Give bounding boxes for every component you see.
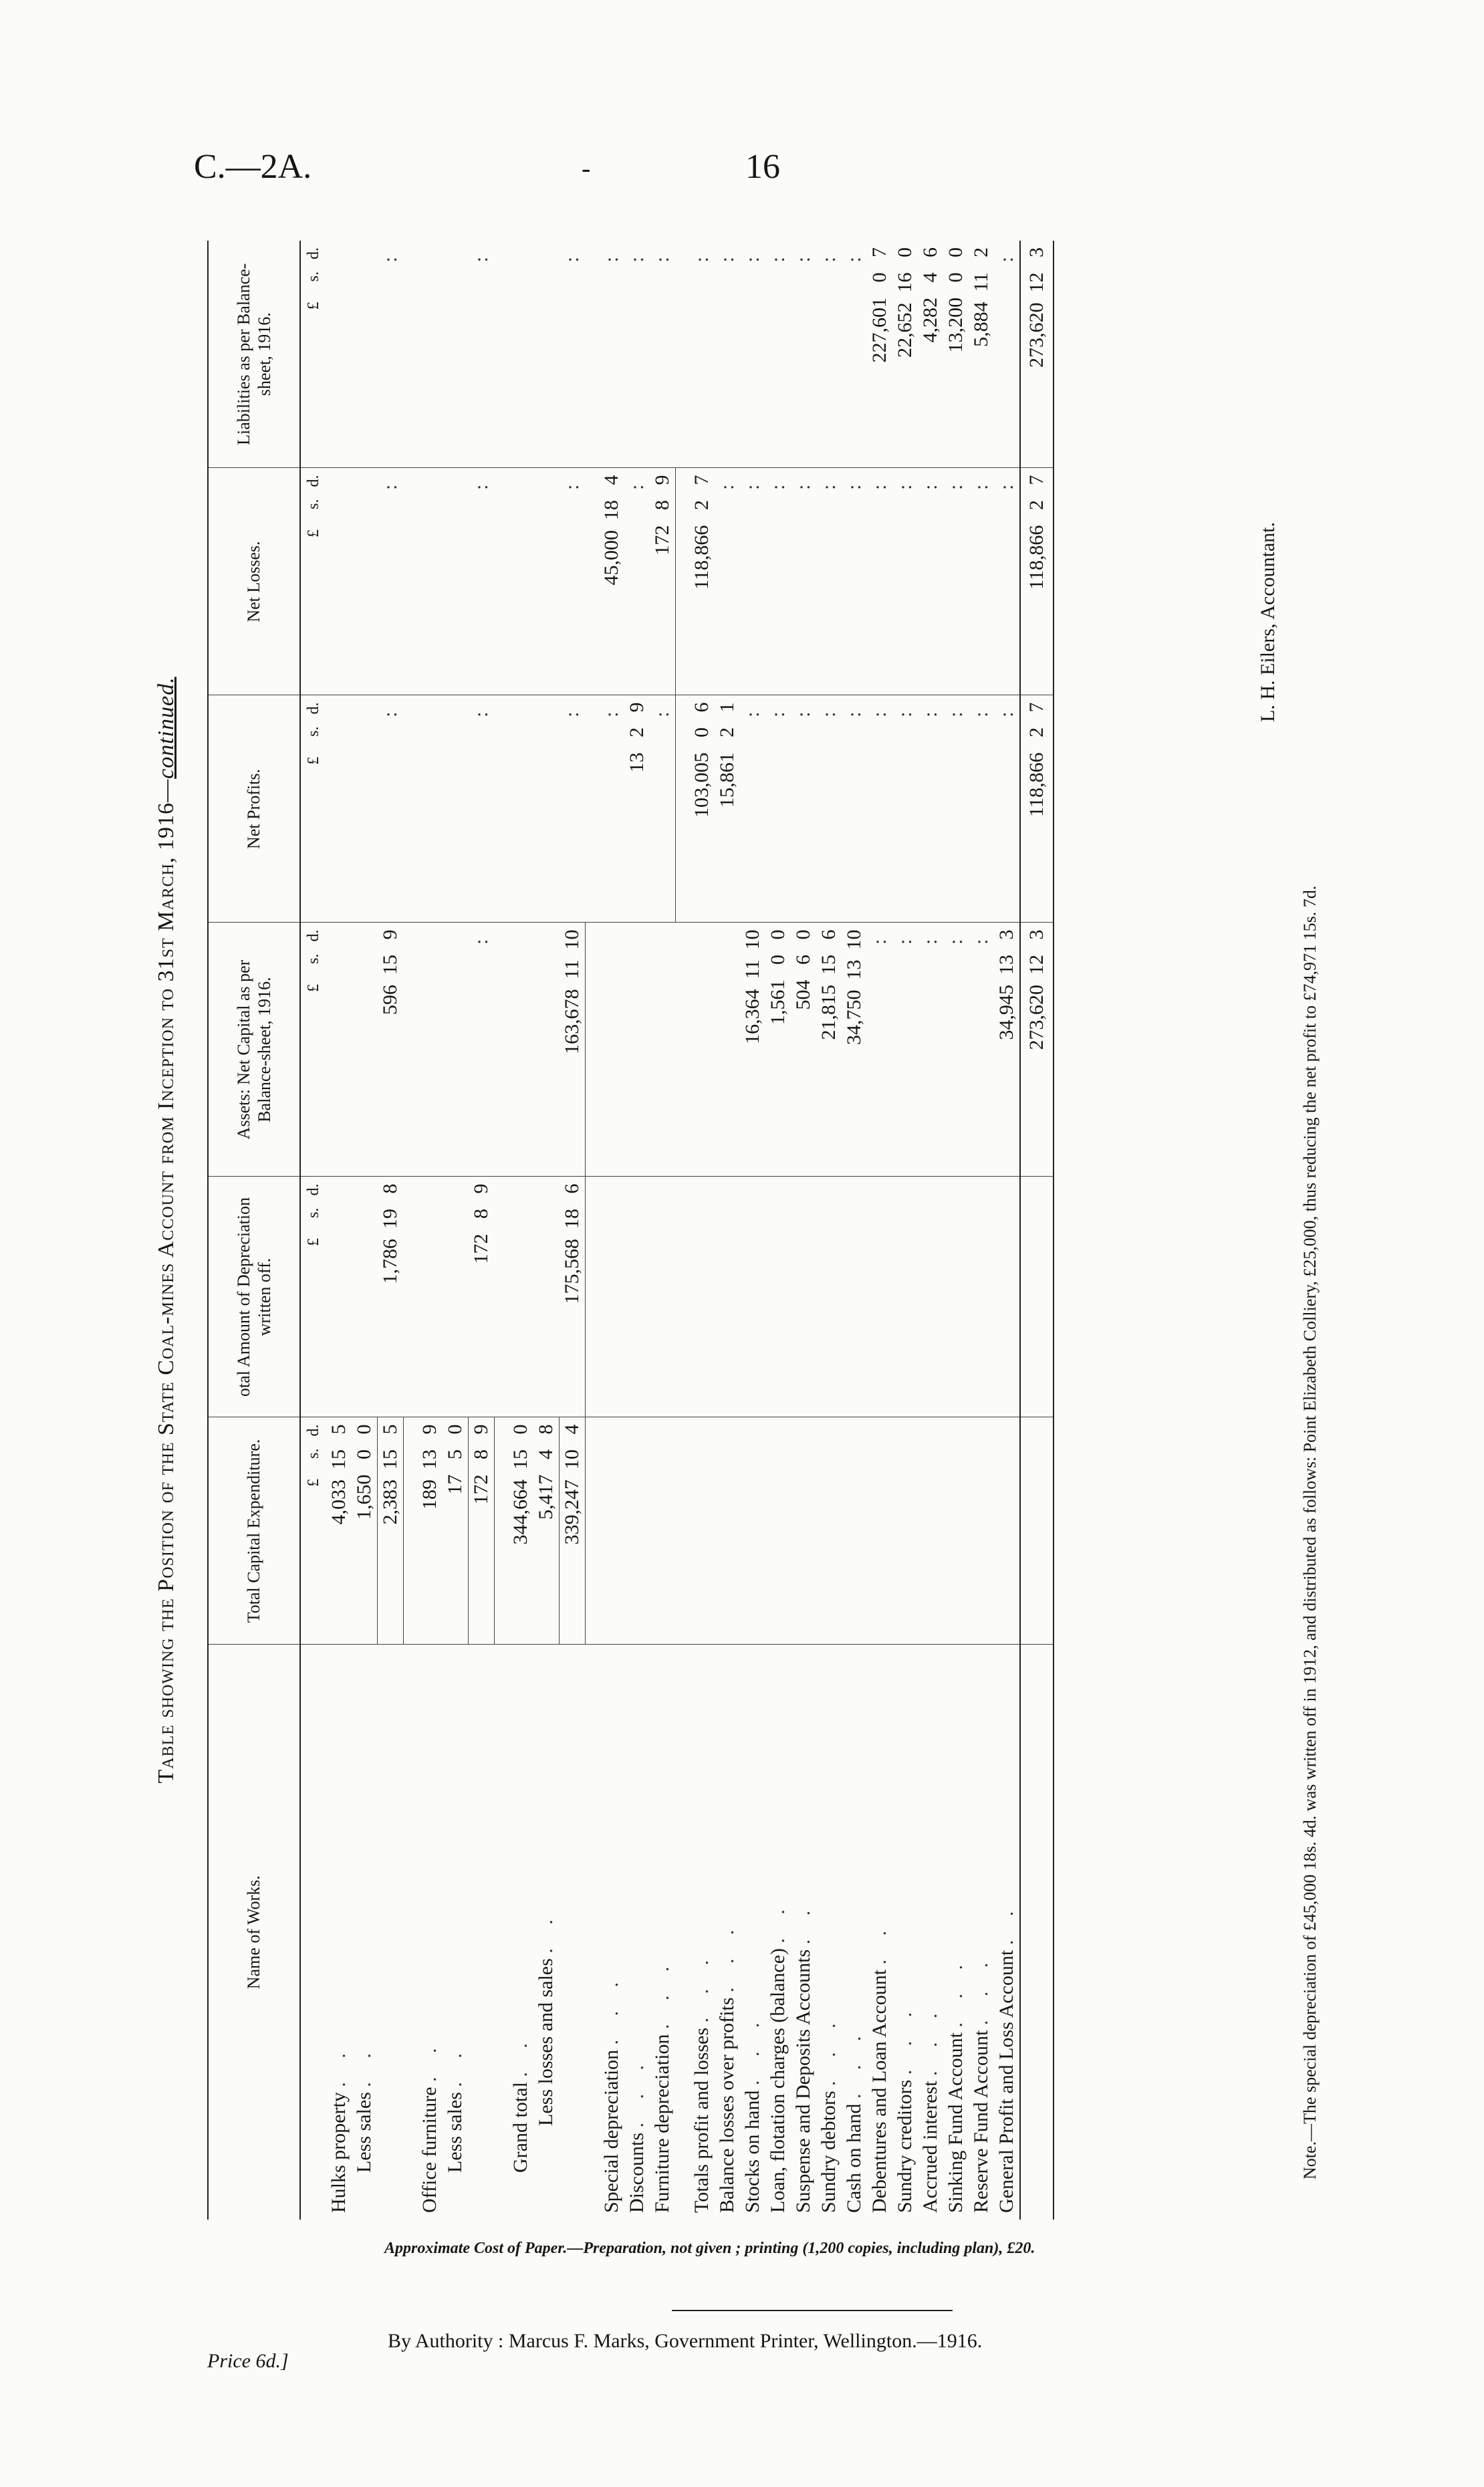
cell-dots: : (892, 923, 918, 1177)
row-label: Office furniture . . (418, 2038, 441, 2213)
cell-value: 118,866 2 7 (1020, 695, 1054, 923)
table-row (791, 241, 816, 2220)
cell-value: 5,417 4 8 (533, 1417, 560, 1645)
row-label: Furniture depreciation . . . (651, 1957, 674, 2213)
cell-dots: : (378, 468, 404, 695)
row-label: Stocks on hand . . . (741, 2013, 763, 2213)
spacer-row (404, 241, 418, 2220)
unit-label: £ s. d. (300, 695, 326, 923)
cell-value: 273,620 12 3 (1020, 923, 1054, 1177)
cell-value: 172 8 9 (650, 468, 676, 695)
cell-dots: : (378, 241, 404, 468)
cell-dots: : (650, 241, 676, 468)
header-dash: - (582, 153, 591, 183)
cell-value: 13,200 0 0 (943, 241, 969, 468)
cell-dots: : (599, 241, 624, 468)
cell-value: 1,650 0 0 (352, 1417, 378, 1645)
cell-dots: : (740, 468, 765, 695)
cell-dots: : (969, 923, 994, 1177)
cell-value: 339,247 10 4 (560, 1417, 586, 1645)
cell-dots: : (994, 695, 1020, 923)
cell-value: 1,786 19 8 (378, 1177, 404, 1417)
col-assets: Assets: Net Capital as per Balance-sheet, 1916. (208, 923, 300, 1177)
cell-value: 17 5 0 (443, 1417, 469, 1645)
header-row (208, 241, 300, 2220)
cell-value: 5,884 11 2 (969, 241, 994, 468)
cell-dots: : (469, 468, 495, 695)
cell-dots: : (892, 695, 918, 923)
table-row (816, 241, 842, 2220)
cell-dots: : (469, 241, 495, 468)
cell-dots: : (740, 241, 765, 468)
col-liabilities: Liabilities as per Balance-sheet, 1916. (208, 241, 300, 468)
row-label: Suspense and Deposits Accounts . . (792, 1901, 814, 2213)
table-row (508, 241, 533, 2220)
spacer-row (676, 241, 690, 2220)
unit-label: £ s. d. (300, 241, 326, 468)
row-label: Sundry creditors . . . (894, 2002, 916, 2213)
unit-label: £ s. d. (300, 468, 326, 695)
cell-value: 1,561 0 0 (765, 923, 791, 1177)
coal-mines-account-table (207, 241, 1054, 2220)
cell-dots: : (943, 468, 969, 695)
cell-dots: : (740, 695, 765, 923)
cell-dots: : (791, 241, 816, 468)
document-reference: C.—2A. (194, 148, 312, 186)
cell-dots: : (765, 468, 791, 695)
table-row (650, 241, 676, 2220)
cell-dots: : (842, 468, 867, 695)
row-label: Less losses and sales . . (535, 1910, 558, 2126)
spacer-row (495, 241, 509, 2220)
table-title (154, 241, 179, 2220)
col-net-losses: Net Losses. (208, 468, 300, 695)
table-row (994, 241, 1020, 2220)
table-row (892, 241, 918, 2220)
table-row (378, 241, 404, 2220)
cell-value: 15,861 2 1 (715, 695, 740, 923)
cell-dots: : (689, 241, 715, 468)
cell-dots: : (624, 241, 650, 468)
spacer-row (586, 241, 600, 2220)
cell-dots: : (765, 241, 791, 468)
cell-dots: : (867, 923, 892, 1177)
cell-dots: : (969, 468, 994, 695)
table-row (689, 241, 715, 2220)
rotated-table-region (154, 241, 1397, 2220)
row-label: Sundry debtors . . . (818, 2014, 840, 2213)
table-row (443, 241, 469, 2220)
cell-value: 344,664 15 0 (508, 1417, 533, 1645)
cost-of-paper-note: Approximate Cost of Paper.—Preparation, not given ; printing (1,200 copies, including plan), £20. (384, 2240, 1035, 2257)
cell-dots: : (994, 241, 1020, 468)
unit-label: £ s. d. (300, 1417, 326, 1645)
table-title-continued: continued. (154, 677, 178, 779)
cell-dots: : (791, 468, 816, 695)
table-row (417, 241, 443, 2220)
printer-authority: By Authority : Marcus F. Marks, Government Printer, Wellington.—1916. (388, 2330, 983, 2352)
cell-dots: : (842, 695, 867, 923)
cell-value: 45,000 18 4 (599, 468, 624, 695)
table-note: Note.—The special depreciation of £45,000 18s. 4d. was written off in 1912, and distributed as follows: Point Elizabeth Colliery, £25,000, thus reducing the net profit to £74,971 15s. 7d. (1300, 885, 1320, 2179)
cell-dots: : (469, 923, 495, 1177)
cell-dots: : (650, 695, 676, 923)
table-row (943, 241, 969, 2220)
cell-value: 34,750 13 10 (842, 923, 867, 1177)
cell-dots: : (816, 468, 842, 695)
cell-value: 172 8 9 (469, 1417, 495, 1645)
cell-value: 34,945 13 3 (994, 923, 1020, 1177)
row-label: Sinking Fund Account . . . (945, 1955, 967, 2213)
cell-dots: : (560, 241, 586, 468)
cell-value: 189 13 9 (417, 1417, 443, 1645)
cell-value: 2,383 15 5 (378, 1417, 404, 1645)
row-label: Less sales . . (353, 2044, 376, 2173)
cell-value: 103,005 0 6 (689, 695, 715, 923)
row-label: Less sales . . (444, 2044, 467, 2173)
cell-value: 175,568 18 6 (560, 1177, 586, 1417)
cell-dots: : (867, 695, 892, 923)
table-row (326, 241, 352, 2220)
cell-dots: : (560, 468, 586, 695)
unit-label: £ s. d. (300, 923, 326, 1177)
col-depreciation: otal Amount of Depreciation written off. (208, 1177, 300, 1417)
col-name-of-works: Name of Works. (208, 1645, 300, 2220)
units-row (300, 241, 326, 2220)
row-label: Totals profit and losses . . . (691, 1950, 713, 2213)
cell-value: 118,866 2 7 (689, 468, 715, 695)
cell-dots: : (791, 695, 816, 923)
table-title-text: Table showing the Position of the State Coal-mines Account from Inception to 31st March, 1916— (154, 778, 178, 1784)
cell-value: 172 8 9 (469, 1177, 495, 1417)
cell-dots: : (715, 241, 740, 468)
cell-value: 118,866 2 7 (1020, 468, 1054, 695)
cell-dots: : (943, 923, 969, 1177)
table-row (765, 241, 791, 2220)
cell-value: 22,652 16 0 (892, 241, 918, 468)
page-number: 16 (745, 148, 780, 186)
table-row (599, 241, 624, 2220)
col-total-capital: Total Capital Expenditure. (208, 1417, 300, 1645)
cell-dots: : (918, 695, 943, 923)
cell-dots: : (624, 468, 650, 695)
cell-value: 13 2 9 (624, 695, 650, 923)
cell-dots: : (943, 695, 969, 923)
cell-value: 504 6 0 (791, 923, 816, 1177)
table-row (469, 241, 495, 2220)
cell-dots: : (599, 695, 624, 923)
cell-value: 4,033 15 5 (326, 1417, 352, 1645)
cell-dots: : (842, 241, 867, 468)
cell-dots: : (715, 468, 740, 695)
unit-label: £ s. d. (300, 1177, 326, 1417)
table-row (715, 241, 740, 2220)
cell-value: 596 15 9 (378, 923, 404, 1177)
row-label: Loan, flotation charges (balance) . . (767, 1900, 789, 2213)
cell-dots: : (816, 695, 842, 923)
cell-dots: : (765, 695, 791, 923)
row-label: Debentures and Loan Account . . (868, 1921, 890, 2213)
cell-dots: : (918, 923, 943, 1177)
cell-dots: : (918, 468, 943, 695)
cell-value: 163,678 11 10 (560, 923, 586, 1177)
row-label: Grand total . . (509, 2034, 531, 2173)
totals-row (1020, 241, 1054, 2220)
row-label: Hulks property . . (328, 2044, 350, 2213)
cell-dots: : (469, 695, 495, 923)
table-row (352, 241, 378, 2220)
table-row (560, 241, 586, 2220)
cell-value: 273,620 12 3 (1020, 241, 1054, 468)
row-label: Discounts . . . (626, 2056, 648, 2213)
table-row (533, 241, 560, 2220)
cell-dots: : (378, 695, 404, 923)
col-net-profits: Net Profits. (208, 695, 300, 923)
table-row (918, 241, 943, 2220)
row-label: General Profit and Loss Account . . (995, 1901, 1017, 2213)
table-row (842, 241, 867, 2220)
table-row (867, 241, 892, 2220)
price-label: Price 6d.] (207, 2350, 289, 2372)
cell-dots: : (994, 468, 1020, 695)
cell-dots: : (816, 241, 842, 468)
row-label: Balance losses over profits . . . (716, 1920, 738, 2213)
cell-value: 21,815 15 6 (816, 923, 842, 1177)
accountant-signature: L. H. Eilers, Accountant. (1257, 521, 1279, 722)
table-row (740, 241, 765, 2220)
row-label: Special depreciation . . . (600, 1972, 622, 2213)
footer-divider (672, 2310, 953, 2311)
table-row (624, 241, 650, 2220)
cell-dots: : (969, 695, 994, 923)
cell-value: 16,364 11 10 (740, 923, 765, 1177)
row-label: Accrued interest . . . (919, 2004, 941, 2213)
row-label: Reserve Fund Account . . . (970, 1953, 992, 2213)
cell-value: 227,601 0 7 (867, 241, 892, 468)
cell-dots: : (867, 468, 892, 695)
cell-dots: : (892, 468, 918, 695)
table-row (969, 241, 994, 2220)
cell-dots: : (560, 695, 586, 923)
cell-value: 4,282 4 6 (918, 241, 943, 468)
row-label: Cash on hand . . . (843, 2026, 865, 2213)
